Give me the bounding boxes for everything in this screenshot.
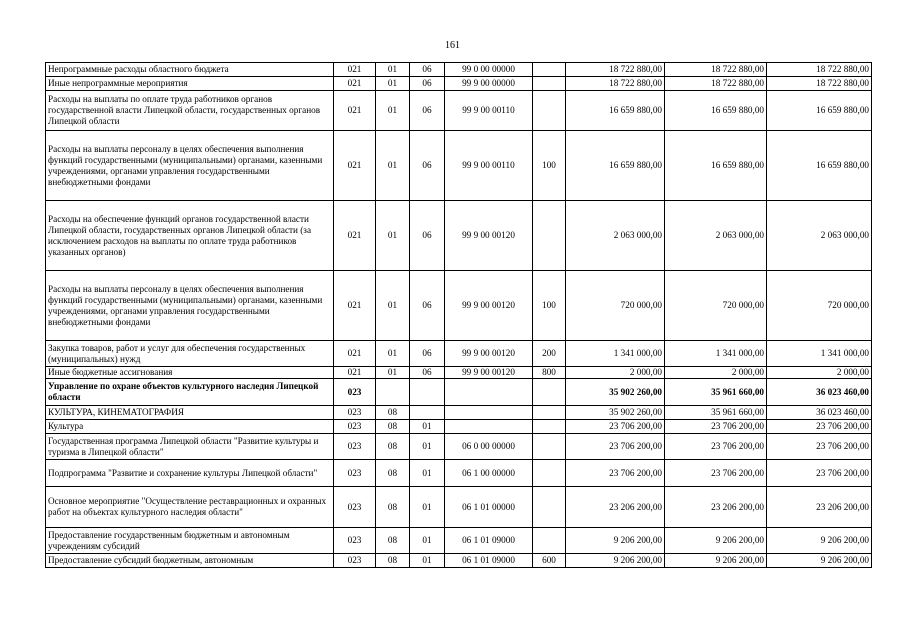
- row-amount-3-cell: 18 722 880,00: [767, 63, 872, 77]
- row-gl-cell: 023: [334, 420, 376, 434]
- row-pr-cell: 01: [410, 528, 445, 554]
- table-row: [46, 528, 872, 554]
- row-amount-1-cell: 9 206 200,00: [566, 528, 665, 554]
- row-name-cell: Иные непрограммные мероприятия: [46, 77, 334, 91]
- table-row: [46, 367, 872, 379]
- row-vr-cell: [533, 420, 566, 434]
- row-amount-2-cell: 23 206 200,00: [665, 487, 767, 528]
- row-amount-1-cell: 23 706 200,00: [566, 434, 665, 460]
- row-pr-cell: [410, 406, 445, 420]
- row-amount-3-cell: 2 063 000,00: [767, 201, 872, 271]
- row-gl-cell: 021: [334, 77, 376, 91]
- table-row: [46, 434, 872, 460]
- row-amount-2-cell: 23 706 200,00: [665, 460, 767, 487]
- row-pr-cell: 06: [410, 63, 445, 77]
- row-rz-cell: 01: [376, 201, 410, 271]
- row-rz-cell: 08: [376, 406, 410, 420]
- row-gl-cell: 021: [334, 201, 376, 271]
- table-row: [46, 63, 872, 77]
- row-csr-cell: 06 1 01 09000: [445, 528, 533, 554]
- row-rz-cell: 08: [376, 487, 410, 528]
- row-amount-3-cell: 9 206 200,00: [767, 554, 872, 568]
- row-name-cell: Расходы на выплаты персоналу в целях обеспечения выполнения функций государственными (муниципальными) органами, казенными учреждениями, органами управления государственными внебюджетными фондами: [46, 131, 334, 201]
- row-amount-2-cell: 720 000,00: [665, 271, 767, 341]
- row-name-cell: Государственная программа Липецкой области "Развитие культуры и туризма в Липецкой области": [46, 434, 334, 460]
- row-amount-1-cell: 35 902 260,00: [566, 406, 665, 420]
- row-rz-cell: 01: [376, 91, 410, 131]
- row-gl-cell: 023: [334, 379, 376, 406]
- row-amount-1-cell: 23 706 200,00: [566, 420, 665, 434]
- row-amount-2-cell: 23 706 200,00: [665, 420, 767, 434]
- row-pr-cell: 01: [410, 487, 445, 528]
- row-amount-3-cell: 36 023 460,00: [767, 406, 872, 420]
- row-vr-cell: [533, 379, 566, 406]
- row-csr-cell: 06 1 01 09000: [445, 554, 533, 568]
- row-vr-cell: [533, 201, 566, 271]
- row-csr-cell: 99 9 00 00120: [445, 367, 533, 379]
- row-amount-2-cell: 9 206 200,00: [665, 528, 767, 554]
- row-csr-cell: 99 9 00 00120: [445, 201, 533, 271]
- row-gl-cell: 021: [334, 91, 376, 131]
- row-amount-2-cell: 18 722 880,00: [665, 63, 767, 77]
- row-rz-cell: 01: [376, 341, 410, 367]
- row-csr-cell: 99 0 00 00000: [445, 63, 533, 77]
- row-rz-cell: 01: [376, 131, 410, 201]
- row-amount-1-cell: 35 902 260,00: [566, 379, 665, 406]
- row-csr-cell: 99 9 00 00110: [445, 91, 533, 131]
- row-amount-2-cell: 2 063 000,00: [665, 201, 767, 271]
- row-amount-3-cell: 23 706 200,00: [767, 420, 872, 434]
- row-csr-cell: [445, 379, 533, 406]
- row-gl-cell: 023: [334, 528, 376, 554]
- row-pr-cell: 01: [410, 460, 445, 487]
- row-amount-1-cell: 23 706 200,00: [566, 460, 665, 487]
- row-amount-3-cell: 16 659 880,00: [767, 91, 872, 131]
- row-rz-cell: [376, 379, 410, 406]
- row-gl-cell: 023: [334, 487, 376, 528]
- row-vr-cell: [533, 487, 566, 528]
- row-vr-cell: [533, 63, 566, 77]
- row-amount-2-cell: 1 341 000,00: [665, 341, 767, 367]
- row-gl-cell: 021: [334, 63, 376, 77]
- row-gl-cell: 021: [334, 271, 376, 341]
- row-rz-cell: 08: [376, 528, 410, 554]
- row-name-cell: КУЛЬТУРА, КИНЕМАТОГРАФИЯ: [46, 406, 334, 420]
- row-amount-3-cell: 36 023 460,00: [767, 379, 872, 406]
- row-pr-cell: 06: [410, 131, 445, 201]
- row-amount-3-cell: 23 206 200,00: [767, 487, 872, 528]
- row-csr-cell: 06 1 00 00000: [445, 460, 533, 487]
- table-row: [46, 406, 872, 420]
- row-csr-cell: 06 1 01 00000: [445, 487, 533, 528]
- row-amount-1-cell: 16 659 880,00: [566, 91, 665, 131]
- page-number: 161: [445, 40, 460, 51]
- row-vr-cell: 100: [533, 271, 566, 341]
- row-pr-cell: 01: [410, 434, 445, 460]
- row-vr-cell: [533, 77, 566, 91]
- table-row: [46, 379, 872, 406]
- row-amount-1-cell: 2 063 000,00: [566, 201, 665, 271]
- row-gl-cell: 021: [334, 367, 376, 379]
- table-row: [46, 91, 872, 131]
- row-vr-cell: 600: [533, 554, 566, 568]
- row-amount-3-cell: 18 722 880,00: [767, 77, 872, 91]
- row-amount-1-cell: 18 722 880,00: [566, 63, 665, 77]
- row-vr-cell: 800: [533, 367, 566, 379]
- row-amount-2-cell: 35 961 660,00: [665, 379, 767, 406]
- row-name-cell: Непрограммные расходы областного бюджета: [46, 63, 334, 77]
- row-vr-cell: [533, 434, 566, 460]
- row-pr-cell: 06: [410, 367, 445, 379]
- row-amount-2-cell: 23 706 200,00: [665, 434, 767, 460]
- row-name-cell: Культура: [46, 420, 334, 434]
- row-name-cell: Управление по охране объектов культурного наследия Липецкой области: [46, 379, 334, 406]
- row-gl-cell: 021: [334, 131, 376, 201]
- row-csr-cell: [445, 420, 533, 434]
- row-amount-3-cell: 23 706 200,00: [767, 434, 872, 460]
- row-vr-cell: 100: [533, 131, 566, 201]
- row-pr-cell: 06: [410, 91, 445, 131]
- row-amount-2-cell: 18 722 880,00: [665, 77, 767, 91]
- row-vr-cell: [533, 406, 566, 420]
- row-name-cell: Закупка товаров, работ и услуг для обеспечения государственных (муниципальных) нужд: [46, 341, 334, 367]
- row-amount-1-cell: 16 659 880,00: [566, 131, 665, 201]
- row-pr-cell: 01: [410, 554, 445, 568]
- table-row: [46, 201, 872, 271]
- row-vr-cell: [533, 91, 566, 131]
- row-amount-3-cell: 23 706 200,00: [767, 460, 872, 487]
- row-rz-cell: 01: [376, 271, 410, 341]
- row-gl-cell: 023: [334, 406, 376, 420]
- row-amount-3-cell: 9 206 200,00: [767, 528, 872, 554]
- row-csr-cell: 99 9 00 00120: [445, 271, 533, 341]
- row-pr-cell: 06: [410, 77, 445, 91]
- row-amount-3-cell: 1 341 000,00: [767, 341, 872, 367]
- row-vr-cell: [533, 528, 566, 554]
- row-amount-1-cell: 2 000,00: [566, 367, 665, 379]
- row-amount-1-cell: 18 722 880,00: [566, 77, 665, 91]
- table-row: [46, 77, 872, 91]
- row-rz-cell: 08: [376, 460, 410, 487]
- row-name-cell: Предоставление субсидий бюджетным, автономным: [46, 554, 334, 568]
- row-rz-cell: 08: [376, 554, 410, 568]
- row-name-cell: Подпрограмма "Развитие и сохранение культуры Липецкой области": [46, 460, 334, 487]
- row-amount-3-cell: 720 000,00: [767, 271, 872, 341]
- budget-table-body: [46, 63, 872, 568]
- row-csr-cell: 06 0 00 00000: [445, 434, 533, 460]
- row-rz-cell: 01: [376, 63, 410, 77]
- row-name-cell: Расходы на выплаты по оплате труда работников органов государственной власти Липецкой области, государственных органов Липецкой области: [46, 91, 334, 131]
- row-amount-2-cell: 2 000,00: [665, 367, 767, 379]
- row-gl-cell: 023: [334, 434, 376, 460]
- row-gl-cell: 023: [334, 554, 376, 568]
- table-row: [46, 131, 872, 201]
- row-gl-cell: 023: [334, 460, 376, 487]
- row-gl-cell: 021: [334, 341, 376, 367]
- row-csr-cell: [445, 406, 533, 420]
- table-row: [46, 460, 872, 487]
- row-amount-1-cell: 9 206 200,00: [566, 554, 665, 568]
- row-rz-cell: 08: [376, 420, 410, 434]
- row-name-cell: Основное мероприятие "Осуществление реставрационных и охранных работ на объектах культурного наследия области": [46, 487, 334, 528]
- row-csr-cell: 99 9 00 00000: [445, 77, 533, 91]
- table-row: [46, 341, 872, 367]
- row-amount-1-cell: 720 000,00: [566, 271, 665, 341]
- row-vr-cell: [533, 460, 566, 487]
- table-row: [46, 420, 872, 434]
- row-amount-3-cell: 2 000,00: [767, 367, 872, 379]
- row-rz-cell: 01: [376, 77, 410, 91]
- row-pr-cell: 06: [410, 201, 445, 271]
- row-amount-1-cell: 1 341 000,00: [566, 341, 665, 367]
- row-pr-cell: 06: [410, 271, 445, 341]
- row-amount-1-cell: 23 206 200,00: [566, 487, 665, 528]
- row-name-cell: Расходы на обеспечение функций органов государственной власти Липецкой области, государственных органов Липецкой области (за исключением расходов на выплаты по оплате труда работников указанных органов): [46, 201, 334, 271]
- table-row: [46, 554, 872, 568]
- row-amount-3-cell: 16 659 880,00: [767, 131, 872, 201]
- row-rz-cell: 08: [376, 434, 410, 460]
- row-csr-cell: 99 9 00 00110: [445, 131, 533, 201]
- row-amount-2-cell: 35 961 660,00: [665, 406, 767, 420]
- row-pr-cell: [410, 379, 445, 406]
- row-pr-cell: 01: [410, 420, 445, 434]
- row-name-cell: Иные бюджетные ассигнования: [46, 367, 334, 379]
- row-amount-2-cell: 16 659 880,00: [665, 91, 767, 131]
- row-amount-2-cell: 16 659 880,00: [665, 131, 767, 201]
- table-row: [46, 271, 872, 341]
- row-rz-cell: 01: [376, 367, 410, 379]
- table-row: [46, 487, 872, 528]
- row-vr-cell: 200: [533, 341, 566, 367]
- row-name-cell: Расходы на выплаты персоналу в целях обеспечения выполнения функций государственными (муниципальными) органами, казенными учреждениями, органами управления государственными внебюджетными фондами: [46, 271, 334, 341]
- row-csr-cell: 99 9 00 00120: [445, 341, 533, 367]
- row-name-cell: Предоставление государственным бюджетным и автономным учреждениям субсидий: [46, 528, 334, 554]
- budget-table: [45, 62, 872, 568]
- row-amount-2-cell: 9 206 200,00: [665, 554, 767, 568]
- row-pr-cell: 06: [410, 341, 445, 367]
